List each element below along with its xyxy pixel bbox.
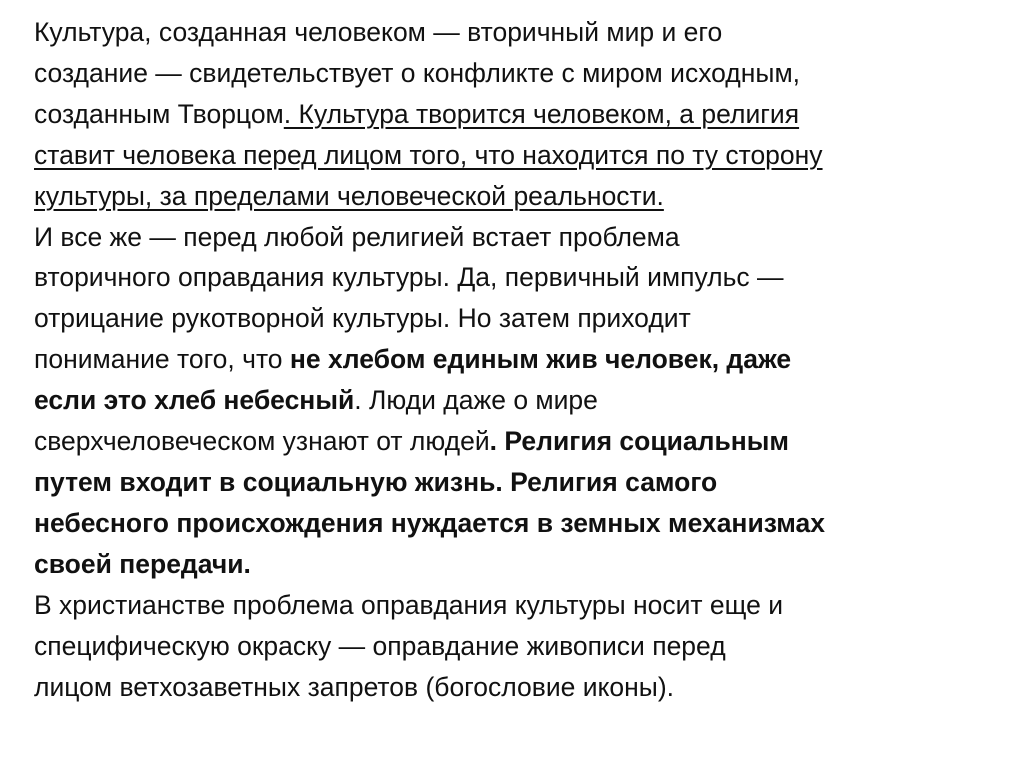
text-line [34,217,994,258]
bold-text-run: небесного происхождения нуждается в земных механизмах [34,507,825,538]
bold-text-run: своей передачи. [34,548,251,579]
text-line [34,421,994,462]
text-line [34,298,994,339]
text-run: В христианстве проблема оправдания культуры носит еще и [34,589,784,620]
bold-text-run: путем входит в социальную жизнь. Религия самого [34,466,718,497]
text-run: вторичного оправдания культуры. Да, первичный импульс — [34,262,784,293]
text-run: сверхчеловеческом узнают от людей [34,426,490,457]
text-run: отрицание рукотворной культуры. Но затем приходит [34,303,691,334]
text-line [34,12,994,53]
underlined-text-run: ставит человека перед лицом того, что находится по ту сторону [34,139,823,170]
text-line [34,667,994,708]
bold-text-run: если это хлеб небесный [34,385,355,416]
text-run: лицом ветхозаветных запретов (богословие иконы). [34,671,675,702]
text-run: . Люди даже о мире [354,385,598,416]
text-line [34,257,994,298]
bold-text-run: . Религия социальным [489,426,790,457]
text-run: специфическую окраску — оправдание живописи перед [34,630,726,661]
text-run: И все же — перед любой религией встает проблема [34,221,680,252]
text-line [34,53,994,94]
text-line [34,585,994,626]
text-run: создание — свидетельствует о конфликте с миром исходным, [34,57,801,88]
underlined-text-run: культуры, за пределами человеческой реальности. [34,180,664,211]
text-line [34,176,994,217]
text-line [34,626,994,667]
text-line [34,135,994,176]
text-line [34,462,994,503]
text-line [34,544,994,585]
bold-text-run: не хлебом единым жив человек, даже [289,344,792,375]
text-run: созданным Творцом [34,98,284,129]
underlined-text-run: . Культура творится человеком, а религия [283,98,800,129]
text-line [34,503,994,544]
slide-text-body [34,12,994,707]
text-run: понимание того, что [34,344,290,375]
text-line [34,94,994,135]
text-line [34,339,994,380]
text-line [34,380,994,421]
text-run: Культура, созданная человеком — вторичный мир и его [34,17,723,47]
